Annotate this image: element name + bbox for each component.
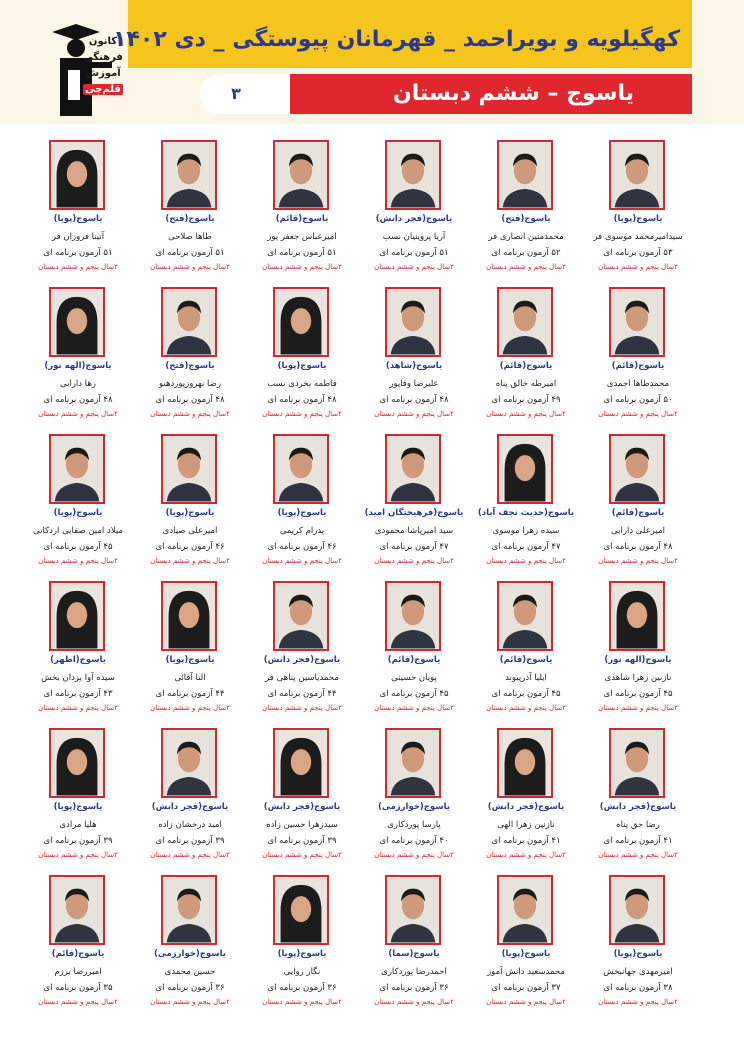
student-card: [578, 577, 698, 717]
student-card: [18, 136, 138, 276]
student-photo: [273, 581, 329, 651]
student-years: ۲سال پنجم و ششم دبستان: [150, 263, 230, 271]
student-school: یاسوج(قائم): [611, 361, 665, 371]
student-school: یاسوج(فجر دانش): [263, 655, 341, 665]
logo-line-3: آموزش: [85, 68, 121, 79]
student-card: [242, 724, 362, 864]
student-photo: [273, 287, 329, 357]
student-photo: [609, 581, 665, 651]
student-photo: [497, 434, 553, 504]
student-exam-count: ۴۰ آزمون برنامه ای: [379, 836, 449, 846]
student-school: یاسوج(فجر دانش): [487, 802, 565, 812]
student-card: [18, 724, 138, 864]
student-years: ۲سال پنجم و ششم دبستان: [374, 557, 454, 565]
student-card: [466, 283, 586, 423]
student-years: ۲سال پنجم و ششم دبستان: [150, 851, 230, 859]
student-name: احمدرضا پوردکاری: [381, 967, 447, 977]
student-years: ۲سال پنجم و ششم دبستان: [374, 851, 454, 859]
student-school: یاسوج(قائم): [499, 361, 553, 371]
student-years: ۲سال پنجم و ششم دبستان: [38, 851, 118, 859]
student-name: سیدزهرا حسین زاده: [266, 820, 338, 830]
student-school: یاسوج(فجر دانش): [263, 802, 341, 812]
student-exam-count: ۴۵ آزمون برنامه ای: [379, 689, 449, 699]
student-name: ایلیا آذرپیوند: [505, 673, 547, 683]
student-years: ۲سال پنجم و ششم دبستان: [598, 557, 678, 565]
logo-text: [80, 34, 126, 98]
student-photo: [497, 287, 553, 357]
student-name: پویان حسینی: [391, 673, 437, 683]
student-school: یاسوج(پویا): [277, 949, 327, 959]
student-school: یاسوج(قائم): [499, 655, 553, 665]
student-card: [242, 577, 362, 717]
student-school: یاسوج(فجر دانش): [375, 214, 453, 224]
student-photo: [609, 728, 665, 798]
student-school: یاسوج(پویا): [53, 508, 103, 518]
student-years: ۲سال پنجم و ششم دبستان: [486, 557, 566, 565]
student-name: پارسا پوردکاری: [387, 820, 441, 830]
student-school: یاسوج(پویا): [613, 949, 663, 959]
student-card: [354, 283, 474, 423]
page-title: کهگیلویه و بویراحمد _ قهرمانان پیوستگی _ دی ۱۴۰۲: [113, 27, 680, 52]
student-name: محمدسعید دانش آموز: [487, 967, 565, 977]
student-school: یاسوج(سما): [388, 949, 440, 959]
student-photo: [49, 581, 105, 651]
student-name: سیدامیرمحمد موسوی فر: [593, 232, 683, 242]
student-name: محمدطاها احمدی: [606, 379, 670, 389]
student-years: ۲سال پنجم و ششم دبستان: [374, 410, 454, 418]
student-name: میلاد امین صفایی اردکانی: [33, 526, 123, 536]
student-photo: [161, 434, 217, 504]
student-card: [18, 871, 138, 1011]
student-school: یاسوج(فتح): [165, 361, 215, 371]
student-years: ۲سال پنجم و ششم دبستان: [262, 704, 342, 712]
student-photo: [609, 287, 665, 357]
student-photo: [273, 140, 329, 210]
student-photo: [273, 434, 329, 504]
student-card: [354, 136, 474, 276]
student-exam-count: ۴۸ آزمون برنامه ای: [603, 542, 673, 552]
student-card: [130, 577, 250, 717]
student-photo: [497, 581, 553, 651]
student-exam-count: ۴۹ آزمون برنامه ای: [491, 395, 561, 405]
student-photo: [49, 287, 105, 357]
student-exam-count: ۳۹ آزمون برنامه ای: [43, 836, 113, 846]
student-exam-count: ۴۵ آزمون برنامه ای: [603, 689, 673, 699]
student-name: هلیا مرادی: [59, 820, 97, 830]
student-photo: [161, 728, 217, 798]
student-name: رضا بهروزپوردهنو: [159, 379, 221, 389]
student-years: ۲سال پنجم و ششم دبستان: [262, 557, 342, 565]
student-exam-count: ۳۵ آزمون برنامه ای: [43, 983, 113, 993]
student-exam-count: ۴۵ آزمون برنامه ای: [43, 542, 113, 552]
student-name: النا آقائی: [174, 673, 206, 683]
student-card: [466, 430, 586, 570]
student-photo: [385, 581, 441, 651]
student-school: یاسوج(الهه نور): [44, 361, 112, 371]
student-photo: [49, 434, 105, 504]
student-school: یاسوج(پویا): [165, 655, 215, 665]
student-exam-count: ۴۱ آزمون برنامه ای: [603, 836, 673, 846]
student-years: ۲سال پنجم و ششم دبستان: [38, 998, 118, 1006]
student-card: [242, 283, 362, 423]
student-name: امیررضا برزم: [54, 967, 102, 977]
student-school: یاسوج(پویا): [277, 361, 327, 371]
student-photo: [497, 140, 553, 210]
student-card: [354, 724, 474, 864]
student-years: ۲سال پنجم و ششم دبستان: [486, 704, 566, 712]
student-photo: [385, 434, 441, 504]
student-photo: [609, 140, 665, 210]
student-years: ۲سال پنجم و ششم دبستان: [38, 704, 118, 712]
student-school: یاسوج(خوارزمی): [378, 802, 450, 812]
student-exam-count: ۴۷ آزمون برنامه ای: [491, 542, 561, 552]
student-card: [466, 871, 586, 1011]
student-years: ۲سال پنجم و ششم دبستان: [150, 557, 230, 565]
student-exam-count: ۵۰ آزمون برنامه ای: [603, 395, 673, 405]
student-name: رضا حق پناه: [616, 820, 660, 830]
student-years: ۲سال پنجم و ششم دبستان: [598, 410, 678, 418]
student-photo: [273, 728, 329, 798]
student-exam-count: ۴۸ آزمون برنامه ای: [155, 395, 225, 405]
student-card: [578, 871, 698, 1011]
student-years: ۲سال پنجم و ششم دبستان: [374, 998, 454, 1006]
student-years: ۲سال پنجم و ششم دبستان: [262, 998, 342, 1006]
student-name: طاها صلاحی: [168, 232, 212, 242]
student-school: یاسوج(پویا): [53, 214, 103, 224]
student-years: ۲سال پنجم و ششم دبستان: [374, 263, 454, 271]
student-photo: [609, 434, 665, 504]
student-name: امیرعباس جعفر پور: [267, 232, 337, 242]
student-years: ۲سال پنجم و ششم دبستان: [486, 998, 566, 1006]
student-name: امیرطه خالق پناه: [495, 379, 557, 389]
student-exam-count: ۴۸ آزمون برنامه ای: [267, 395, 337, 405]
student-exam-count: ۳۶ آزمون برنامه ای: [155, 983, 225, 993]
student-name: نازنین زهرا الهی: [497, 820, 555, 830]
student-school: یاسوج(خوارزمی): [154, 949, 226, 959]
student-name: فاطمه بخردی نسب: [267, 379, 337, 389]
student-photo: [49, 140, 105, 210]
student-name: امیرعلی صیادی: [162, 526, 218, 536]
student-photo: [385, 728, 441, 798]
student-name: سیده آوا یزدان بخش: [41, 673, 115, 683]
student-exam-count: ۴۴ آزمون برنامه ای: [267, 689, 337, 699]
student-school: یاسوج(پویا): [53, 802, 103, 812]
student-card: [578, 283, 698, 423]
student-photo: [273, 875, 329, 945]
student-years: ۲سال پنجم و ششم دبستان: [486, 851, 566, 859]
student-photo: [609, 875, 665, 945]
student-exam-count: ۵۱ آزمون برنامه ای: [43, 248, 113, 258]
student-school: یاسوج(فتح): [165, 214, 215, 224]
student-school: یاسوج(قائم): [387, 655, 441, 665]
student-years: ۲سال پنجم و ششم دبستان: [262, 263, 342, 271]
student-photo: [49, 875, 105, 945]
student-exam-count: ۳۶ آزمون برنامه ای: [267, 983, 337, 993]
student-card: [18, 430, 138, 570]
student-school: یاسوج(پویا): [501, 949, 551, 959]
student-school: یاسوج(اطهر): [50, 655, 106, 665]
student-card: [18, 577, 138, 717]
student-exam-count: ۴۶ آزمون برنامه ای: [267, 542, 337, 552]
student-years: ۲سال پنجم و ششم دبستان: [598, 998, 678, 1006]
student-card: [242, 871, 362, 1011]
student-photo: [161, 287, 217, 357]
student-years: ۲سال پنجم و ششم دبستان: [150, 998, 230, 1006]
student-name: پدرام کریمی: [279, 526, 325, 536]
student-name: نگار روایی: [283, 967, 321, 977]
student-exam-count: ۴۶ آزمون برنامه ای: [155, 542, 225, 552]
section-title: یاسوج – ششم دبستان: [392, 81, 634, 106]
student-school: یاسوج(پویا): [277, 508, 327, 518]
student-card: [130, 871, 250, 1011]
student-exam-count: ۵۱ آزمون برنامه ای: [267, 248, 337, 258]
student-photo: [497, 728, 553, 798]
student-school: یاسوج(شاهد): [385, 361, 443, 371]
student-exam-count: ۳۸ آزمون برنامه ای: [603, 983, 673, 993]
student-photo: [161, 875, 217, 945]
student-exam-count: ۵۳ آزمون برنامه ای: [603, 248, 673, 258]
student-name: حسین محمدی: [164, 967, 216, 977]
student-name: رها دارابی: [60, 379, 96, 389]
student-card: [242, 136, 362, 276]
student-exam-count: ۳۷ آزمون برنامه ای: [491, 983, 561, 993]
student-exam-count: ۴۸ آزمون برنامه ای: [379, 395, 449, 405]
student-years: ۲سال پنجم و ششم دبستان: [486, 263, 566, 271]
student-years: ۲سال پنجم و ششم دبستان: [598, 851, 678, 859]
student-photo: [385, 140, 441, 210]
student-name: محمدیاسین پناهی فر: [265, 673, 339, 683]
student-photo: [49, 728, 105, 798]
student-exam-count: ۵۲ آزمون برنامه ای: [491, 248, 561, 258]
student-exam-count: ۵۱ آزمون برنامه ای: [155, 248, 225, 258]
student-card: [354, 871, 474, 1011]
student-exam-count: ۳۹ آزمون برنامه ای: [267, 836, 337, 846]
student-school: یاسوج(قائم): [611, 508, 665, 518]
logo-line-4: قلم‌چی: [85, 84, 121, 95]
student-years: ۲سال پنجم و ششم دبستان: [598, 263, 678, 271]
student-years: ۲سال پنجم و ششم دبستان: [150, 704, 230, 712]
student-photo: [497, 875, 553, 945]
student-card: [130, 136, 250, 276]
student-school: یاسوج(فجر دانش): [599, 802, 677, 812]
student-school: یاسوج(پویا): [613, 214, 663, 224]
student-exam-count: ۴۸ آزمون برنامه ای: [43, 395, 113, 405]
student-exam-count: ۴۳ آزمون برنامه ای: [43, 689, 113, 699]
student-exam-count: ۴۴ آزمون برنامه ای: [155, 689, 225, 699]
student-school: یاسوج(الهه نور): [604, 655, 672, 665]
student-years: ۲سال پنجم و ششم دبستان: [38, 263, 118, 271]
logo-line-2: فرهنگی: [83, 52, 123, 63]
student-card: [466, 724, 586, 864]
student-exam-count: ۳۹ آزمون برنامه ای: [155, 836, 225, 846]
student-card: [354, 430, 474, 570]
student-school: یاسوج(پویا): [165, 508, 215, 518]
student-name: امید درخشان زاده: [158, 820, 222, 830]
student-name: سید امیرپاشا محمودی: [374, 526, 454, 536]
student-name: امیرعلی دارابی: [611, 526, 665, 536]
student-years: ۲سال پنجم و ششم دبستان: [38, 557, 118, 565]
student-photo: [161, 581, 217, 651]
student-card: [18, 283, 138, 423]
student-photo: [161, 140, 217, 210]
student-exam-count: ۴۷ آزمون برنامه ای: [379, 542, 449, 552]
student-years: ۲سال پنجم و ششم دبستان: [598, 704, 678, 712]
student-school: یاسوج(قائم): [275, 214, 329, 224]
student-exam-count: ۴۱ آزمون برنامه ای: [491, 836, 561, 846]
students-grid: [14, 136, 734, 1036]
student-years: ۲سال پنجم و ششم دبستان: [262, 851, 342, 859]
student-card: [242, 430, 362, 570]
student-name: محمدمتین انصاری فر: [488, 232, 564, 242]
student-name: آریا پروینیان نسب: [382, 232, 446, 242]
student-name: امیرمهدی جهانبخش: [603, 967, 673, 977]
student-card: [130, 724, 250, 864]
logo-line-1: کانون: [88, 36, 118, 47]
student-card: [354, 577, 474, 717]
student-card: [578, 724, 698, 864]
student-exam-count: ۵۱ آزمون برنامه ای: [379, 248, 449, 258]
student-name: علیرضا وفاپور: [389, 379, 439, 389]
student-years: ۲سال پنجم و ششم دبستان: [262, 410, 342, 418]
student-school: یاسوج(فتح): [501, 214, 551, 224]
student-photo: [385, 287, 441, 357]
student-card: [466, 136, 586, 276]
student-years: ۲سال پنجم و ششم دبستان: [374, 704, 454, 712]
student-exam-count: ۳۶ آزمون برنامه ای: [379, 983, 449, 993]
student-school: یاسوج(فرهیختگان امید): [364, 508, 464, 518]
student-card: [130, 430, 250, 570]
student-card: [466, 577, 586, 717]
student-school: یاسوج(قائم): [51, 949, 105, 959]
student-card: [578, 136, 698, 276]
student-card: [130, 283, 250, 423]
page-number: ۳: [231, 84, 241, 103]
student-card: [578, 430, 698, 570]
student-name: آتینا فروزان فر: [51, 232, 105, 242]
student-name: نازنین زهرا شاهدی: [604, 673, 672, 683]
student-years: ۲سال پنجم و ششم دبستان: [486, 410, 566, 418]
student-exam-count: ۴۵ آزمون برنامه ای: [491, 689, 561, 699]
student-years: ۲سال پنجم و ششم دبستان: [38, 410, 118, 418]
student-school: یاسوج(فجر دانش): [151, 802, 229, 812]
student-name: سیده زهرا موسوی: [492, 526, 560, 536]
student-photo: [385, 875, 441, 945]
student-school: یاسوج(حدیث نجف آباد): [477, 508, 575, 518]
student-years: ۲سال پنجم و ششم دبستان: [150, 410, 230, 418]
